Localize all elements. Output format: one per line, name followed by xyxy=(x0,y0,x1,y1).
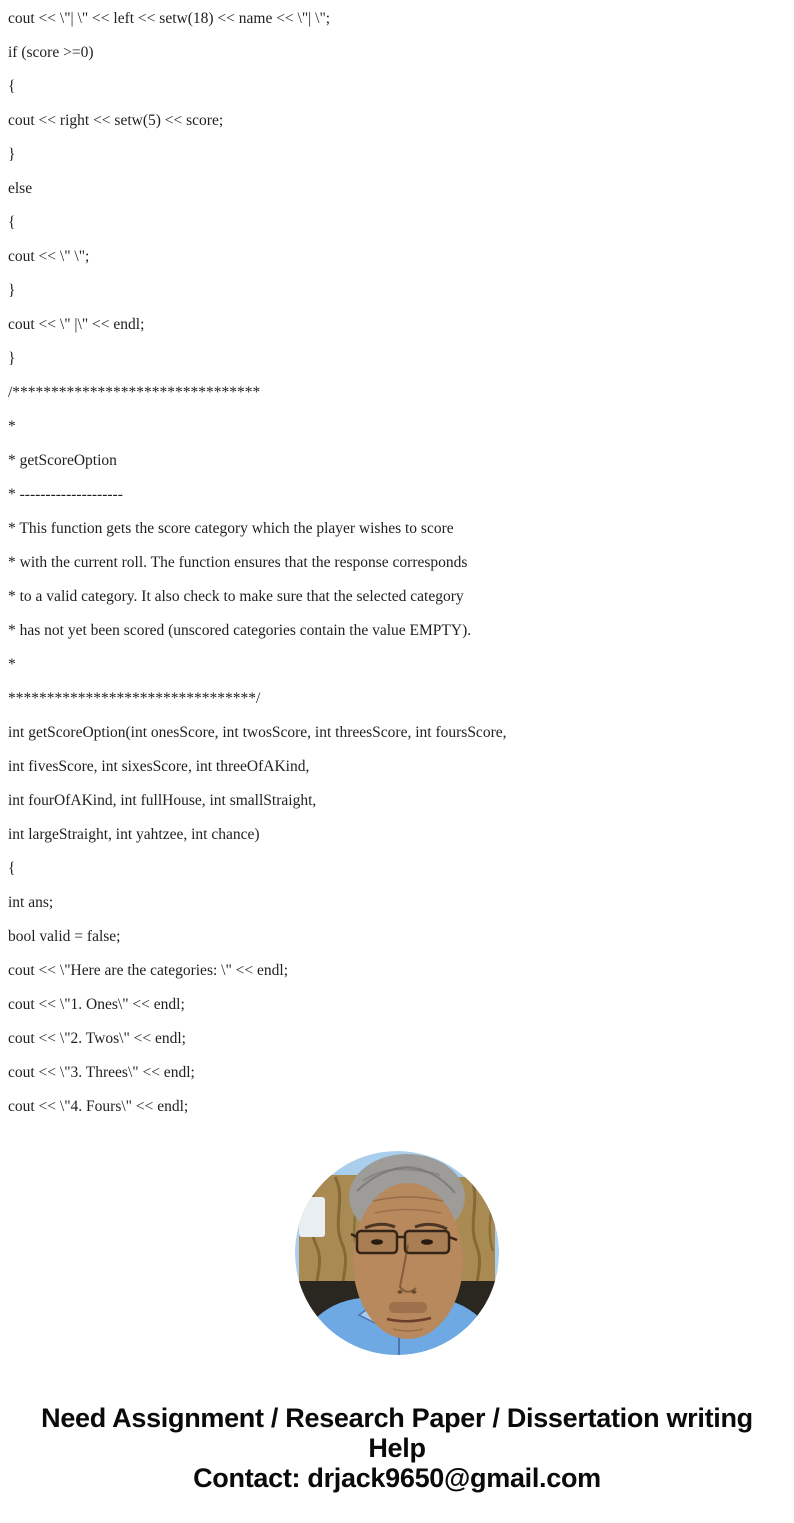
code-line: cout << right << setw(5) << score; xyxy=(8,112,224,129)
code-line: { xyxy=(8,214,16,231)
code-line: if (score >=0) xyxy=(8,44,94,61)
eye-left xyxy=(371,1239,383,1245)
code-line: * has not yet been scored (unscored categories contain the value EMPTY). xyxy=(8,622,472,639)
code-line: else xyxy=(8,180,33,197)
code-line: * xyxy=(8,418,16,435)
code-line: int ans; xyxy=(8,894,54,911)
light-switch xyxy=(299,1197,325,1237)
code-line: cout << \"Here are the categories: \" << endl; xyxy=(8,962,289,979)
code-line: * getScoreOption xyxy=(8,452,117,469)
contact-email: Contact: drjack9650@gmail.com xyxy=(193,1463,601,1493)
code-line: } xyxy=(8,350,16,367)
face xyxy=(353,1183,463,1339)
code-line: /******************************** xyxy=(8,384,261,401)
code-line: } xyxy=(8,282,16,299)
code-line: } xyxy=(8,146,16,163)
code-line: int largeStraight, int yahtzee, int chance) xyxy=(8,826,260,843)
code-line: ********************************/ xyxy=(8,690,261,707)
code-line: cout << \"1. Ones\" << endl; xyxy=(8,996,185,1013)
eye-right xyxy=(421,1239,433,1245)
code-line: { xyxy=(8,78,16,95)
code-line: int getScoreOption(int onesScore, int twosScore, int threesScore, int foursScore, xyxy=(8,724,507,741)
code-line: cout << \"4. Fours\" << endl; xyxy=(8,1098,189,1115)
code-line: cout << \"2. Twos\" << endl; xyxy=(8,1030,186,1047)
code-line: { xyxy=(8,860,16,877)
glasses xyxy=(351,1231,457,1253)
code-line: cout << \" \"; xyxy=(8,248,90,265)
footer xyxy=(17,1403,777,1493)
head xyxy=(349,1154,465,1339)
footer-heading: Need Assignment / Research Paper / Dissertation writing Help xyxy=(41,1403,753,1463)
profile-photo xyxy=(295,1151,499,1355)
code-line: int fourOfAKind, int fullHouse, int smallStraight, xyxy=(8,792,317,809)
code-line: * to a valid category. It also check to make sure that the selected category xyxy=(8,588,464,605)
code-line: * -------------------- xyxy=(8,486,123,503)
code-line: * xyxy=(8,656,16,673)
code-line: cout << \"3. Threes\" << endl; xyxy=(8,1064,195,1081)
code-line: cout << \" |\" << endl; xyxy=(8,316,145,333)
mustache-shadow xyxy=(389,1302,427,1313)
code-line: cout << \"| \" << left << setw(18) << name << \"| \"; xyxy=(8,10,331,27)
code-line: * This function gets the score category which the player wishes to score xyxy=(8,520,454,537)
code-line: * with the current roll. The function ensures that the response corresponds xyxy=(8,554,468,571)
code-line: int fivesScore, int sixesScore, int threeOfAKind, xyxy=(8,758,310,775)
code-line: bool valid = false; xyxy=(8,928,121,945)
